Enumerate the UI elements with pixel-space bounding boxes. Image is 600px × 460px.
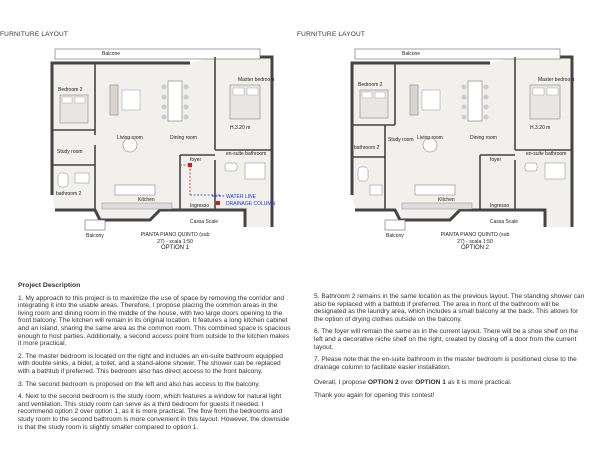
foyer-label: foyer	[190, 157, 202, 163]
option-1-scale-caption: PIANTA PIANO QUINTO (sub 27) - scala 1:50	[140, 232, 210, 245]
ensuite-label: en-suite bathroom	[226, 151, 267, 157]
kitchen-label-2: Kitchen	[438, 197, 455, 203]
foyer-label-2: foyer	[490, 157, 502, 163]
option-2-scale-caption: PIANTA PIANO QUINTO (sub 27) - scala 1:50	[440, 232, 510, 245]
description-point-1: 1. My approach to this project is to maximize the use of space by removing the corridor and integrating it into the usable areas. Therefore, I propose placing the common areas in the living room and dining room in the middle of the house, with two large doors opening to the front balcony. The kitchen will remain in its original location. It features a long kitchen cabinet and an island, sharing the same area as the common room. This combined space is spacious enough to host parties. Additionally, a second access point from outside to the kitchen makes it more practical.	[18, 294, 291, 348]
description-thanks: Thank you again for opening this contest!	[314, 391, 435, 399]
furniture-layout-heading-right: FURNITURE LAYOUT	[297, 31, 366, 38]
legend-drainage-column: DRAINAGE COLUMN	[226, 201, 276, 207]
dining-room-label-2: Dining room	[470, 135, 497, 141]
legend-water-line: WATER LINE	[226, 194, 257, 200]
ensuite-label-2: en-suite bathroom	[526, 151, 567, 157]
floor-plan-option-1	[40, 45, 285, 245]
furniture-layout-heading-left: FURNITURE LAYOUT	[0, 31, 69, 38]
balcony-top-label: Balcone	[102, 51, 121, 57]
study-room-label: Study room	[57, 149, 83, 155]
balcony-top-label-2: Balcone	[402, 51, 421, 57]
description-point-3: 3. The second bedroom is proposed on the left and also has access to the balcony.	[18, 380, 261, 388]
description-point-4: 4. Next to the second bedroom is the study room, which features a window for natural light and ventilation. This study room can serve as a third bedroom for guests if needed. I recommend option 2 over option 1, as it is more practical. The flow from the bedrooms and study room to the second bathroom is more convenient in this layout. However, the downside is that the study room is slightly smaller compared to option 1.	[18, 393, 290, 431]
master-bedroom-label: Master bedroom	[238, 77, 275, 83]
dining-room-label: Dining room	[170, 135, 197, 141]
option-2-label: OPTION 2	[460, 245, 489, 251]
stairs-label-2: Cassa Scale	[490, 219, 519, 225]
master-bedroom-label-2: Master bedroom	[538, 77, 575, 83]
description-point-7: 7. Please note that the en-suite bathroom in the master bedroom is positioned close to the drainage column to facilitate easier installation.	[314, 356, 577, 371]
option-1-caption-block	[140, 232, 210, 252]
option-2-caption-block	[440, 232, 510, 252]
ingresso-label-2: Ingresso	[490, 203, 510, 209]
option-1-label: OPTION 1	[160, 245, 189, 251]
description-right-column	[314, 293, 588, 405]
bathroom2-label: bathroom 2	[56, 191, 82, 197]
living-room-label: Living room	[117, 135, 143, 141]
room-height-label-2: H.3.20 m	[530, 125, 551, 131]
kitchen-label: Kitchen	[138, 197, 155, 203]
bedroom2-label-2: Bedroom 2	[358, 82, 383, 88]
description-conclusion	[314, 379, 588, 387]
stairs-label: Cassa Scale	[190, 219, 219, 225]
balcony-bottom-label: Balcony	[86, 233, 104, 239]
conclusion-suffix: as it is more practical.	[445, 379, 512, 387]
description-point-6: 6. The foyer will remain the same as in the current layout. There will be a shoe shelf on the left and a decorative niche shelf on the right, created by closing off a door from the current layout.	[314, 328, 579, 351]
conclusion-prefix: Overall, I propose	[314, 379, 368, 387]
study-room-label-2: Study room	[388, 137, 414, 143]
conclusion-mid: over	[398, 379, 416, 387]
description-left-column	[18, 282, 292, 436]
ingresso-label: Ingresso	[190, 203, 210, 209]
description-point-5: 5. Bathroom 2 remains in the same location as the previous layout. The standing shower can also be replaced with a bathtub if preferred. The area in front of the bathroom will be designated as the laundry area, which includes a small balcony at the back. This allows for the option of drying clothes outside on the balcony.	[314, 293, 585, 323]
bedroom2-label: Bedroom 2	[58, 87, 83, 93]
floor-plan-option-2	[340, 45, 585, 245]
balcony-bottom-label-2: Balcony	[386, 233, 404, 239]
conclusion-option-2: OPTION 2	[367, 379, 399, 387]
room-height-label: H.3.20 m	[230, 125, 251, 131]
project-description-title: Project Description	[18, 282, 81, 289]
bathroom2-label-2: bathroom 2	[354, 145, 380, 151]
living-room-label-2: Living room	[417, 135, 443, 141]
conclusion-option-1: OPTION 1	[415, 379, 446, 387]
description-point-2: 2. The master bedroom is located on the right and includes an en-suite bathroom equipped with double sinks, a bidet, a toilet, and a stand-alone shower. The shower can be replaced with a bathtub if preferred. This bedroom also has direct access to the front balcony.	[18, 352, 283, 375]
